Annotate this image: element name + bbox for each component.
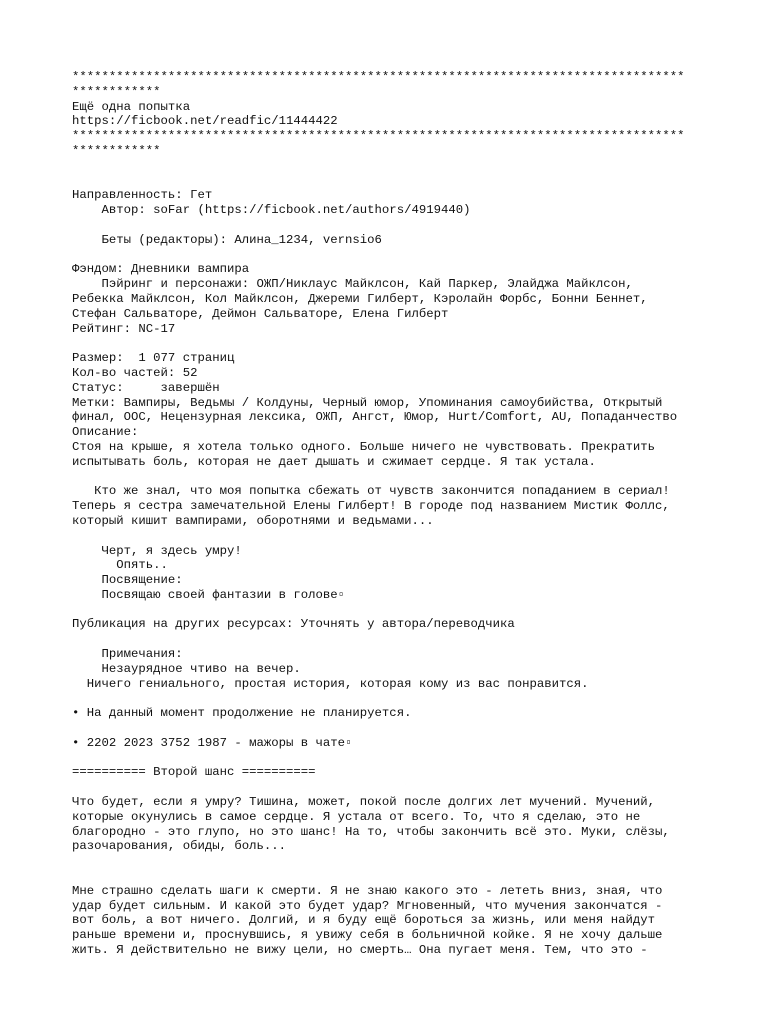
pairing-line: Стефан Сальваторе, Деймон Сальваторе, Елена Гилберт [72, 306, 449, 321]
description-line: Стоя на крыше, я хотела только одного. Больше ничего не чувствовать. Прекратить [72, 439, 655, 454]
pairing-line: Ребекка Майклсон, Кол Майклсон, Джереми Гилберт, Кэролайн Форбс, Бонни Беннет, [72, 291, 648, 306]
dedication-line: Посвящаю своей фантазии в голове▫ [72, 587, 346, 602]
separator-line: *********************************************************************************** [72, 70, 685, 84]
paragraph-line: Что будет, если я умру? Тишина, может, покой после долгих лет мучений. Мучений, [72, 795, 655, 810]
fandom-line: Фэндом: Дневники вампира [72, 262, 250, 277]
notes-label: Примечания: [72, 647, 183, 662]
tags-line: финал, ООС, Нецензурная лексика, ОЖП, Ангст, Юмор, Hurt/Comfort, AU, Попаданчество [72, 410, 678, 425]
paragraph-line: Мне страшно сделать шаги к смерти. Я не знаю какого это - лететь вниз, зная, что [72, 883, 663, 898]
author-line: Автор: soFar (https://ficbook.net/authors/4919440) [72, 203, 471, 218]
paragraph-line: жить. Я действительно не вижу цели, но смерть… Она пугает меня. Тем, что это - [72, 943, 648, 958]
description-line: испытывать боль, которая не дает дышать и сжимает сердце. Я так устала. [72, 454, 596, 469]
pairing-line: Пэйринг и персонажи: ОЖП/Никлаус Майклсон, Кай Паркер, Элайджа Майклсон, [72, 277, 633, 292]
description-line: Черт, я здесь умру! [72, 543, 242, 558]
paragraph-line: благородно - это глупо, но это шанс! На то, чтобы закончить всё это. Муки, слёзы, [72, 824, 670, 839]
description-line: Кто же знал, что моя попытка сбежать от чувств закончится попаданием в сериал! [72, 484, 670, 499]
separator-line: ************ [72, 84, 161, 99]
notes-line: Ничего гениального, простая история, которая кому из вас понравится. [72, 676, 589, 691]
paragraph-line: раньше времени и, проснувшись, я увижу себя в больничной койке. Я не хочу дальше [72, 928, 663, 943]
direction-line: Направленность: Гет [72, 188, 213, 203]
notes-line: Незаурядное чтиво на вечер. [72, 661, 301, 676]
work-url: https://ficbook.net/readfic/11444422 [72, 114, 338, 129]
status-line: Статус: завершён [72, 380, 220, 395]
bullet-item: • 2202 2023 3752 1987 - мажоры в чате▫ [72, 735, 353, 750]
size-line: Размер: 1 077 страниц [72, 351, 235, 366]
description-line: который кишит вампирами, оборотнями и ведьмами... [72, 513, 434, 528]
work-title: Ещё одна попытка [72, 99, 191, 114]
description-label: Описание: [72, 425, 139, 440]
publication-line: Публикация на других ресурсах: Уточнять у автора/переводчика [72, 617, 515, 632]
separator-line: ************ [72, 143, 161, 158]
separator-line: *********************************************************************************** [72, 129, 685, 144]
dedication-label: Посвящение: [72, 573, 183, 588]
betas-line: Беты (редакторы): Алина_1234, vernsio6 [72, 232, 382, 247]
paragraph-line: вот боль, а вот ничего. Долгий, и я буду ещё бороться за жизнь, или меня найдут [72, 913, 655, 928]
rating-line: Рейтинг: NC-17 [72, 321, 176, 336]
paragraph-line: которые окунулись в самое сердце. Я устала от всего. То, что я сделаю, это не [72, 809, 641, 824]
description-line: Опять.. [72, 558, 168, 573]
bullet-item: • На данный момент продолжение не планируется. [72, 706, 412, 721]
chapter-heading: ========== Второй шанс ========== [72, 765, 316, 780]
paragraph-line: удар будет сильным. И какой это будет удар? Мгновенный, что мучения закончатся - [72, 898, 663, 913]
paragraph-line: разочарования, обиды, боль... [72, 839, 287, 854]
parts-line: Кол-во частей: 52 [72, 365, 198, 380]
tags-line: Метки: Вампиры, Ведьмы / Колдуны, Черный юмор, Упоминания самоубийства, Открытый [72, 395, 663, 410]
description-line: Теперь я сестра замечательной Елены Гилберт! В городе под названием Мистик Фоллс, [72, 499, 670, 514]
